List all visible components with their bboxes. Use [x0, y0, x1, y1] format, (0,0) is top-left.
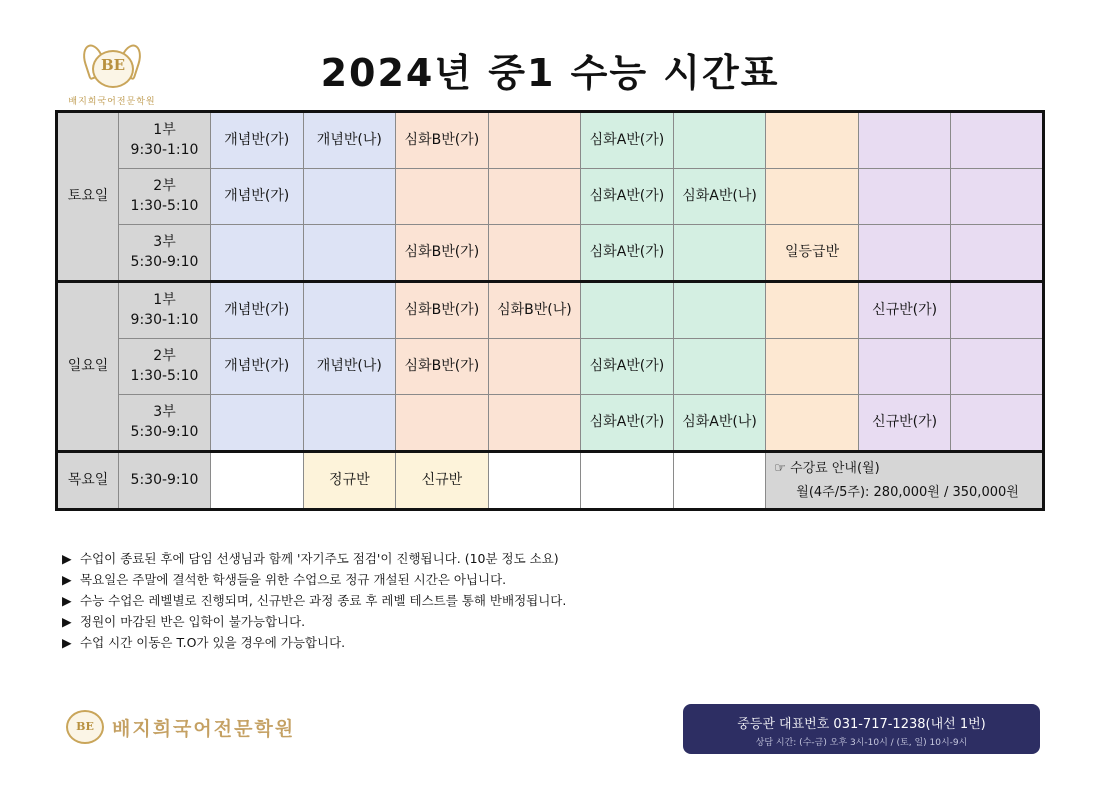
class-cell	[488, 225, 581, 282]
class-cell	[303, 395, 396, 452]
class-cell: 심화B반(가)	[396, 282, 489, 339]
contact-phone: 중등관 대표번호 031-717-1238(내선 1번)	[737, 717, 986, 732]
class-cell: 신규반(가)	[858, 395, 951, 452]
period-name: 2부	[153, 347, 176, 364]
day-label: 목요일	[57, 452, 119, 510]
class-cell	[581, 282, 674, 339]
triangle-bullet-icon: ▶	[62, 572, 72, 587]
class-cell	[488, 112, 581, 169]
day-label: 토요일	[57, 112, 119, 282]
note-item: ▶ 수능 수업은 레벨별로 진행되며, 신규반은 과정 종료 후 레벨 테스트를 통해 반배정됩니다.	[62, 590, 566, 611]
class-cell: 개념반(가)	[211, 112, 304, 169]
class-cell	[303, 282, 396, 339]
class-cell	[488, 339, 581, 395]
logo-name: 배지희국어전문학원	[68, 97, 156, 107]
class-cell	[858, 169, 951, 225]
class-cell	[766, 395, 859, 452]
period-time	[119, 282, 211, 339]
period-time	[119, 169, 211, 225]
triangle-bullet-icon: ▶	[62, 614, 72, 629]
class-cell	[766, 169, 859, 225]
class-cell	[211, 452, 304, 510]
class-cell: 심화A반(나)	[673, 395, 766, 452]
class-cell	[766, 339, 859, 395]
class-cell: 신규반	[396, 452, 489, 510]
class-cell	[488, 452, 581, 510]
notes-list	[62, 548, 566, 653]
table-row	[57, 169, 1044, 225]
class-cell: 심화B반(나)	[488, 282, 581, 339]
class-cell: 정규반	[303, 452, 396, 510]
class-cell	[951, 395, 1044, 452]
note-item: ▶ 수업이 종료된 후에 담임 선생님과 함께 '자기주도 점검'이 진행됩니다. (10분 정도 소요)	[62, 548, 566, 569]
class-cell	[766, 282, 859, 339]
period-time	[119, 339, 211, 395]
note-item: ▶ 정원이 마감된 반은 입학이 불가능합니다.	[62, 611, 566, 632]
contact-box	[683, 704, 1040, 754]
class-cell: 심화B반(가)	[396, 225, 489, 282]
timetable	[55, 110, 1045, 511]
class-cell: 심화A반(가)	[581, 169, 674, 225]
class-cell	[858, 225, 951, 282]
class-cell: 심화A반(가)	[581, 339, 674, 395]
class-cell: 신규반(가)	[858, 282, 951, 339]
class-cell	[673, 225, 766, 282]
period-hours: 5:30-9:10	[130, 253, 199, 270]
class-cell	[951, 282, 1044, 339]
class-cell	[488, 395, 581, 452]
class-cell	[673, 112, 766, 169]
period-name: 3부	[153, 403, 176, 420]
class-cell	[581, 452, 674, 510]
class-cell	[303, 169, 396, 225]
fee-amount: 월(4주/5주): 280,000원 / 350,000원	[796, 484, 1019, 500]
table-row	[57, 112, 1044, 169]
class-cell: 개념반(나)	[303, 112, 396, 169]
class-cell: 개념반(나)	[303, 339, 396, 395]
class-cell: 일등급반	[766, 225, 859, 282]
class-cell	[303, 225, 396, 282]
class-cell	[396, 169, 489, 225]
day-label: 일요일	[57, 282, 119, 452]
period-hours: 9:30-1:10	[130, 311, 199, 328]
class-cell: 심화A반(나)	[673, 169, 766, 225]
class-cell	[673, 282, 766, 339]
class-cell: 심화A반(가)	[581, 395, 674, 452]
fee-info	[766, 452, 1044, 510]
class-cell: 개념반(가)	[211, 169, 304, 225]
class-cell	[951, 169, 1044, 225]
class-cell: 개념반(가)	[211, 282, 304, 339]
period-name: 2부	[153, 177, 176, 194]
triangle-bullet-icon: ▶	[62, 551, 72, 566]
logo-mark: BE	[100, 56, 126, 74]
table-row	[57, 452, 1044, 510]
class-cell	[858, 112, 951, 169]
class-cell: 심화A반(가)	[581, 112, 674, 169]
class-cell	[211, 395, 304, 452]
table-row	[57, 339, 1044, 395]
class-cell	[858, 339, 951, 395]
class-cell: 심화A반(가)	[581, 225, 674, 282]
triangle-bullet-icon: ▶	[62, 635, 72, 650]
period-hours: 1:30-5:10	[130, 367, 199, 384]
fee-title: ☞ 수강료 안내(월)	[774, 461, 880, 477]
table-row	[57, 282, 1044, 339]
triangle-bullet-icon: ▶	[62, 593, 72, 608]
contact-hours: 상담 시간: (수-금) 오후 3시-10시 / (토, 일) 10시-9시	[755, 738, 968, 748]
period-hours: 5:30-9:10	[130, 423, 199, 440]
class-cell	[673, 339, 766, 395]
period-name: 1부	[153, 121, 176, 138]
period-name: 3부	[153, 233, 176, 250]
class-cell	[211, 225, 304, 282]
period-name: 1부	[153, 291, 176, 308]
table-row	[57, 225, 1044, 282]
class-cell: 심화B반(가)	[396, 339, 489, 395]
class-cell	[673, 452, 766, 510]
period-time	[119, 112, 211, 169]
class-cell: 심화B반(가)	[396, 112, 489, 169]
period-time	[119, 395, 211, 452]
period-hours: 1:30-5:10	[130, 197, 199, 214]
footer-emblem-icon: BE	[66, 710, 104, 744]
table-row	[57, 395, 1044, 452]
class-cell	[766, 112, 859, 169]
class-cell	[951, 225, 1044, 282]
period-time: 5:30-9:10	[119, 452, 211, 510]
class-cell: 개념반(가)	[211, 339, 304, 395]
period-time	[119, 225, 211, 282]
page-title: 2024년 중1 수능 시간표	[320, 51, 780, 95]
class-cell	[488, 169, 581, 225]
footer-logo	[66, 710, 295, 744]
note-item: ▶ 수업 시간 이동은 T.O가 있을 경우에 가능합니다.	[62, 632, 566, 653]
period-hours: 9:30-1:10	[130, 141, 199, 158]
class-cell	[951, 339, 1044, 395]
class-cell	[396, 395, 489, 452]
footer-logo-name: 배지희국어전문학원	[112, 717, 296, 740]
class-cell	[951, 112, 1044, 169]
note-item: ▶ 목요일은 주말에 결석한 학생들을 위한 수업으로 정규 개설된 시간은 아닙니다.	[62, 569, 566, 590]
